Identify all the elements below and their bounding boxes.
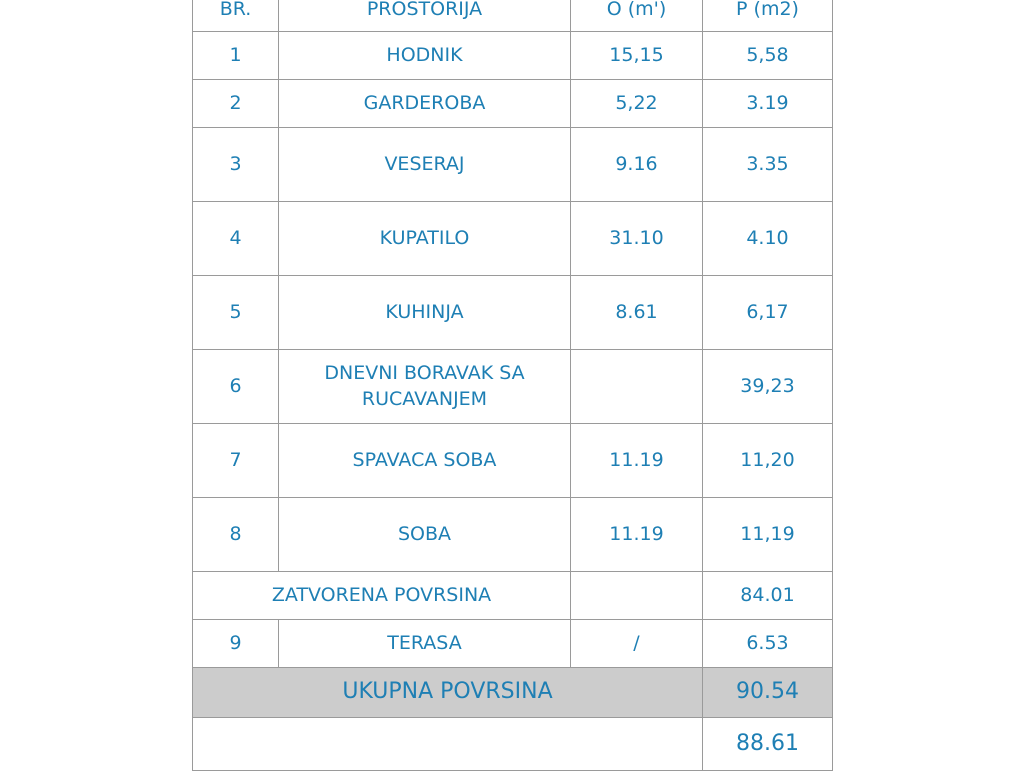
room-perimeter: 9.16 <box>571 128 703 202</box>
room-area-table <box>192 0 833 771</box>
room-name: VESERAJ <box>279 128 571 202</box>
room-perimeter: 31.10 <box>571 202 703 276</box>
total-area-value: 90.54 <box>703 668 833 718</box>
closed-area-row <box>193 572 833 620</box>
room-name: SPAVACA SOBA <box>279 424 571 498</box>
room-area: 39,23 <box>703 350 833 424</box>
room-area: 6,17 <box>703 276 833 350</box>
header-perimeter: O (m') <box>571 0 703 32</box>
room-area: 3.19 <box>703 80 833 128</box>
table-row <box>193 128 833 202</box>
room-number: 4 <box>193 202 279 276</box>
room-perimeter: 15,15 <box>571 32 703 80</box>
room-area: 4.10 <box>703 202 833 276</box>
table-row <box>193 620 833 668</box>
room-perimeter: 11.19 <box>571 498 703 572</box>
room-name: GARDEROBA <box>279 80 571 128</box>
room-name: KUPATILO <box>279 202 571 276</box>
table-row <box>193 424 833 498</box>
room-number: 8 <box>193 498 279 572</box>
table-row <box>193 32 833 80</box>
room-name: HODNIK <box>279 32 571 80</box>
room-number: 1 <box>193 32 279 80</box>
table-row <box>193 498 833 572</box>
closed-area-value: 84.01 <box>703 572 833 620</box>
room-number: 6 <box>193 350 279 424</box>
room-perimeter <box>571 350 703 424</box>
room-number: 2 <box>193 80 279 128</box>
header-room: PROSTORIJA <box>279 0 571 32</box>
table-row <box>193 350 833 424</box>
closed-area-label: ZATVORENA POVRSINA <box>193 572 571 620</box>
room-number: 7 <box>193 424 279 498</box>
table-row <box>193 276 833 350</box>
room-perimeter: 8.61 <box>571 276 703 350</box>
total-area-label: UKUPNA POVRSINA <box>193 668 703 718</box>
room-area: 3.35 <box>703 128 833 202</box>
room-number: 3 <box>193 128 279 202</box>
room-area-table-container <box>192 0 832 771</box>
room-number: 9 <box>193 620 279 668</box>
room-perimeter: 5,22 <box>571 80 703 128</box>
room-perimeter: 11.19 <box>571 424 703 498</box>
room-area: 6.53 <box>703 620 833 668</box>
table-row <box>193 80 833 128</box>
header-area: P (m2) <box>703 0 833 32</box>
table-header-row <box>193 0 833 32</box>
room-area: 11,19 <box>703 498 833 572</box>
closed-area-perimeter <box>571 572 703 620</box>
final-area-value: 88.61 <box>703 718 833 771</box>
room-name: TERASA <box>279 620 571 668</box>
final-value-row <box>193 718 833 771</box>
room-number: 5 <box>193 276 279 350</box>
room-name: DNEVNI BORAVAK SA RUCAVANJEM <box>279 350 571 424</box>
header-number: BR. <box>193 0 279 32</box>
room-name: SOBA <box>279 498 571 572</box>
final-value-blank <box>193 718 703 771</box>
room-name: KUHINJA <box>279 276 571 350</box>
room-area: 11,20 <box>703 424 833 498</box>
room-perimeter: / <box>571 620 703 668</box>
total-area-row <box>193 668 833 718</box>
room-area: 5,58 <box>703 32 833 80</box>
table-row <box>193 202 833 276</box>
